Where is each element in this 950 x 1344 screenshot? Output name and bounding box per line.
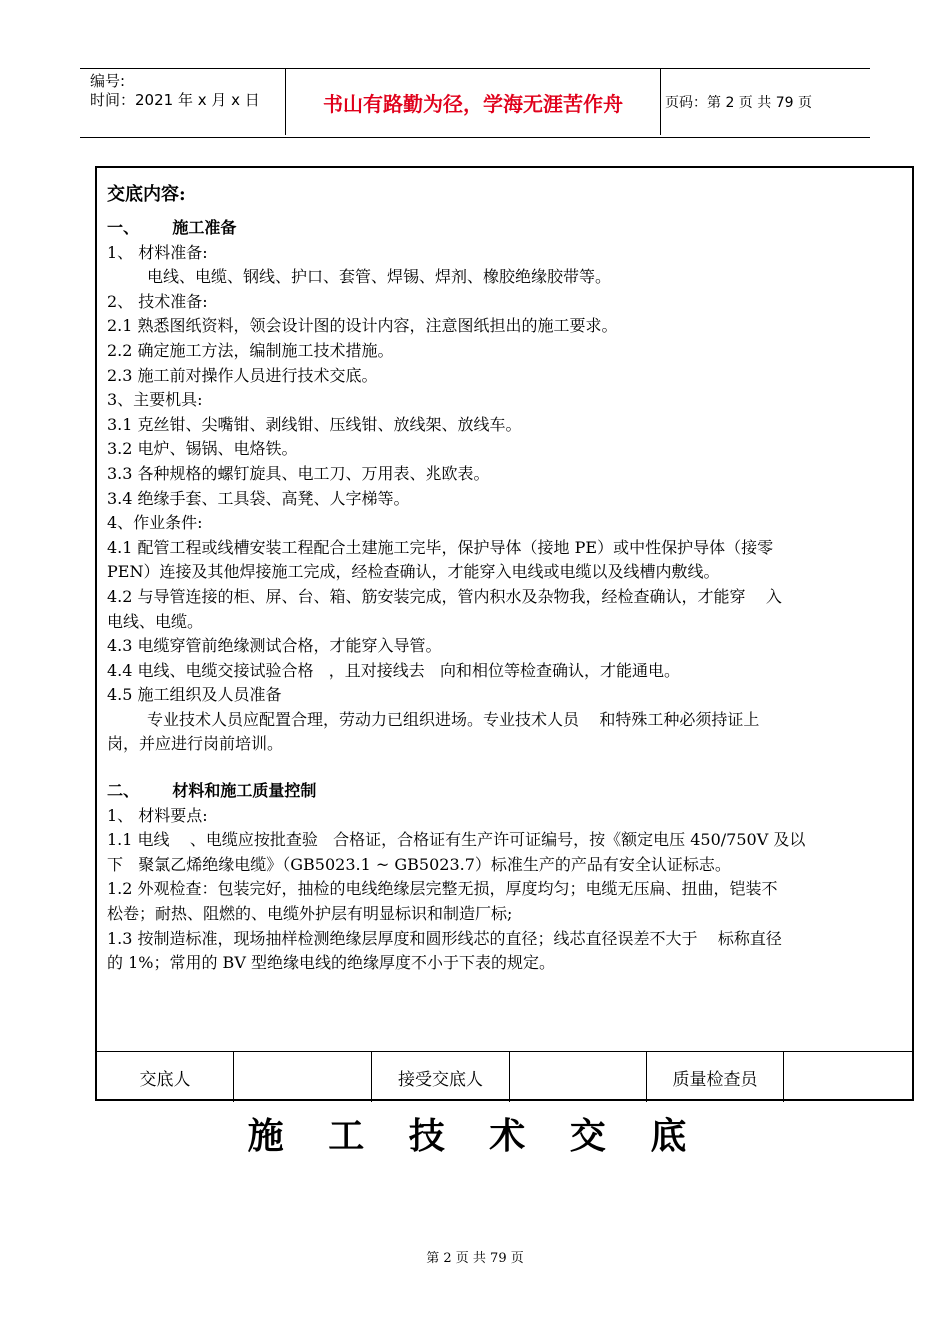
header-meta xyxy=(90,72,285,110)
content-line: 2.2 确定施工方法，编制施工技术措施。 xyxy=(107,340,394,360)
content-line: 1.2 外观检查：包装完好，抽检的电线绝缘层完整无损，厚度均匀；电缆无压扁、扭曲，铠装不 xyxy=(107,879,778,899)
content-line: 专业技术人员应配置合理，劳动力已组织进场。专业技术人员 和特殊工种必须持证上 xyxy=(147,709,760,729)
content-line: 4.3 电缆穿管前绝缘测试合格，才能穿入导管。 xyxy=(107,636,442,656)
inspector-label: 质量检查员 xyxy=(647,1052,784,1102)
content-line: 4.5 施工组织及人员准备 xyxy=(107,685,282,705)
content-line: 1、 材料要点: xyxy=(107,805,208,825)
content-line: 3.1 克丝钳、尖嘴钳、剥线钳、压线钳、放线架、放线车。 xyxy=(107,414,522,434)
disclosure-box xyxy=(95,166,914,1101)
content-line: 下 聚氯乙烯绝缘电缆》（GB5023.1 ~ GB5023.7）标准生产的产品有安全认证标志。 xyxy=(107,854,731,874)
header-motto: 书山有路勤为径，学海无涯苦作舟 xyxy=(285,69,661,135)
header-page-info: 页码：第 2 页 共 79 页 xyxy=(665,95,812,111)
content-line: 1.3 按制造标准，现场抽样检测绝缘层厚度和圆形线芯的直径；线芯直径误差不大于 标称直径 xyxy=(107,928,782,948)
content-title: 交底内容: xyxy=(107,184,186,205)
number-label: 编号: xyxy=(90,72,126,90)
content-line: 3、主要机具: xyxy=(107,390,203,410)
content-line: 1.1 电线 、电缆应按批查验 合格证，合格证有生产许可证编号，按《额定电压 450/750V 及以 xyxy=(107,830,806,850)
document-title: 施 工 技 术 交 底 xyxy=(247,1115,703,1157)
content-line: 2.3 施工前对操作人员进行技术交底。 xyxy=(107,365,378,385)
spacer xyxy=(107,757,905,779)
content-line: 电线、电缆。 xyxy=(107,611,204,631)
disclosure-content xyxy=(107,180,905,976)
receiver-label: 接受交底人 xyxy=(372,1052,510,1102)
content-line: 4.2 与导管连接的柜、屏、台、箱、筋安装完成，管内积水及杂物我，经检查确认，才能穿 入 xyxy=(107,586,782,606)
content-line: 的 1%；常用的 BV 型绝缘电线的绝缘厚度不小于下表的规定。 xyxy=(107,953,555,973)
section-heading: 一、 施工准备 xyxy=(107,218,237,237)
discloser-field[interactable] xyxy=(234,1052,372,1102)
inspector-field[interactable] xyxy=(784,1052,912,1102)
content-line: 4.1 配管工程或线槽安装工程配合土建施工完毕，保护导体（接地 PE）或中性保护导体（接零 xyxy=(107,537,774,557)
receiver-field[interactable] xyxy=(510,1052,647,1102)
content-line: 岗，并应进行岗前培训。 xyxy=(107,734,284,754)
content-line: 松卷；耐热、阻燃的、电缆外护层有明显标识和制造厂标; xyxy=(107,904,513,924)
signature-row xyxy=(97,1051,912,1102)
page-footer: 第 2 页 共 79 页 xyxy=(426,1251,524,1266)
content-line: 3.3 各种规格的螺钉旋具、电工刀、万用表、兆欧表。 xyxy=(107,463,490,483)
content-line: 2.1 熟悉图纸资料，领会设计图的设计内容，注意图纸担出的施工要求。 xyxy=(107,316,618,336)
content-lines xyxy=(107,216,905,976)
content-line: 1、 材料准备: xyxy=(107,242,208,262)
discloser-label: 交底人 xyxy=(97,1052,234,1102)
content-line: 4、作业条件: xyxy=(107,513,203,533)
content-line: 电线、电缆、钢线、护口、套管、焊锡、焊剂、橡胶绝缘胶带等。 xyxy=(147,267,612,287)
content-line: 3.4 绝缘手套、工具袋、高凳、人字梯等。 xyxy=(107,488,410,508)
content-line: 2、 技术准备: xyxy=(107,291,208,311)
content-line: 3.2 电炉、锡锅、电烙铁。 xyxy=(107,439,298,459)
content-line: 4.4 电线、电缆交接试验合格 ，且对接线去 向和相位等检查确认，才能通电。 xyxy=(107,660,681,680)
content-line: PEN）连接及其他焊接施工完成，经检查确认，才能穿入电线或电缆以及线槽内敷线。 xyxy=(107,562,720,582)
page-header xyxy=(80,68,870,138)
section-heading: 二、 材料和施工质量控制 xyxy=(107,781,317,801)
time-label: 时间：2021 年 x 月 x 日 xyxy=(90,91,260,109)
